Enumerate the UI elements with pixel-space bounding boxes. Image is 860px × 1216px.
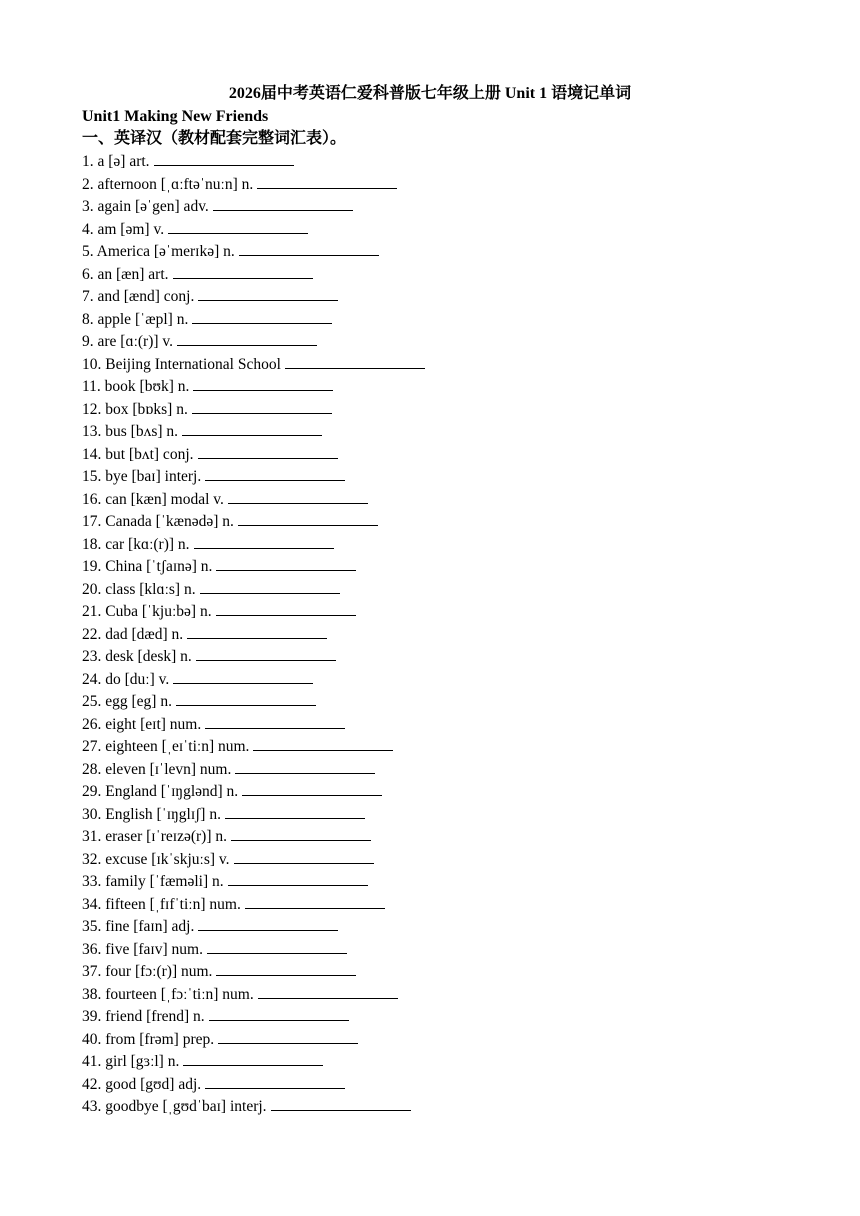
vocab-item-text: 2. afternoon [ˌɑːftəˈnuːn] n. [82,175,254,193]
vocab-item-text: 37. four [fɔː(r)] num. [82,963,213,980]
vocab-item [82,984,802,1007]
vocab-item [82,376,802,399]
answer-blank[interactable] [192,309,332,324]
vocab-item [82,1029,802,1052]
vocab-item-text: 12. box [bɒks] n. [82,400,188,418]
vocab-item-text: 36. five [faɪv] num. [82,940,203,958]
vocab-item-text: 21. Cuba [ˈkjuːbə] n. [82,603,212,620]
vocab-item [82,714,802,737]
vocab-item [82,1006,802,1029]
vocab-item-text: 43. goodbye [ˌgʊdˈbaɪ] interj. [82,1098,267,1115]
vocab-item [82,961,802,984]
vocab-item [82,736,802,759]
vocab-item-text: 1. a [ə] art. [82,153,150,170]
vocab-item-text: 25. egg [eg] n. [82,693,172,710]
vocab-item [82,646,802,669]
vocab-item-text: 11. book [bʊk] n. [82,378,190,395]
vocab-item [82,399,802,422]
answer-blank[interactable] [239,241,379,256]
vocab-item-text: 19. China [ˈtʃaɪnə] n. [82,558,213,575]
answer-blank[interactable] [187,624,327,639]
vocab-item [82,1051,802,1074]
vocab-item-text: 13. bus [bʌs] n. [82,423,179,440]
vocab-item [82,669,802,692]
vocab-item [82,444,802,467]
answer-blank[interactable] [194,534,334,549]
answer-blank[interactable] [205,1074,345,1089]
vocab-item-text: 6. an [æn] art. [82,265,169,283]
answer-blank[interactable] [285,354,425,369]
answer-blank[interactable] [258,984,398,999]
vocab-item [82,826,802,849]
vocab-item-text: 42. good [gʊd] adj. [82,1075,202,1093]
vocab-item [82,871,802,894]
vocab-item [82,804,802,827]
vocab-item [82,354,802,377]
vocab-item-text: 30. English [ˈɪŋglɪʃ] n. [82,805,221,823]
vocab-item [82,174,802,197]
answer-blank[interactable] [205,714,345,729]
answer-blank[interactable] [182,421,322,436]
vocab-item [82,781,802,804]
vocab-item [82,1096,802,1119]
vocab-item [82,264,802,287]
vocab-item-text: 20. class [klɑːs] n. [82,580,196,598]
answer-blank[interactable] [192,399,332,414]
vocab-item [82,421,802,444]
vocab-item-text: 34. fifteen [ˌfɪfˈtiːn] num. [82,895,241,913]
vocabulary-list [82,151,802,1119]
vocab-item [82,691,802,714]
answer-blank[interactable] [242,781,382,796]
vocab-item-text: 35. fine [faɪn] adj. [82,918,195,935]
answer-blank[interactable] [198,916,338,931]
answer-blank[interactable] [216,556,356,571]
vocab-item-text: 9. are [ɑː(r)] v. [82,333,174,350]
vocab-item [82,534,802,557]
answer-blank[interactable] [183,1051,323,1066]
answer-blank[interactable] [198,286,338,301]
vocab-item-text: 41. girl [gɜːl] n. [82,1053,180,1070]
vocab-item-text: 14. but [bʌt] conj. [82,445,194,463]
vocab-item [82,601,802,624]
answer-blank[interactable] [173,669,313,684]
vocab-item [82,219,802,242]
vocab-item-text: 17. Canada [ˈkænədə] n. [82,513,234,530]
vocab-item [82,1074,802,1097]
vocab-item [82,894,802,917]
vocab-item-text: 10. Beijing International School [82,355,281,373]
vocab-item-text: 22. dad [dæd] n. [82,625,184,643]
vocab-item [82,759,802,782]
answer-blank[interactable] [228,871,368,886]
answer-blank[interactable] [271,1096,411,1111]
answer-blank[interactable] [216,961,356,976]
vocab-item-text: 28. eleven [ɪˈlevn] num. [82,760,232,778]
vocab-item [82,466,802,489]
answer-blank[interactable] [209,1006,349,1021]
answer-blank[interactable] [168,219,308,234]
answer-blank[interactable] [207,939,347,954]
vocab-item-text: 33. family [ˈfæməli] n. [82,873,224,890]
vocab-item [82,489,802,512]
vocab-item-text: 23. desk [desk] n. [82,648,192,665]
vocab-item [82,511,802,534]
vocab-item [82,916,802,939]
answer-blank[interactable] [205,466,345,481]
vocab-item-text: 39. friend [frend] n. [82,1008,205,1025]
vocab-item-text: 31. eraser [ɪˈreɪzə(r)] n. [82,828,228,845]
vocab-item-text: 15. bye [baɪ] interj. [82,468,202,485]
answer-blank[interactable] [196,646,336,661]
section-heading: 一、英译汉（教材配套完整词汇表）。 [82,130,347,147]
vocab-item-text: 5. America [əˈmerɪkə] n. [82,243,235,260]
answer-blank[interactable] [225,804,365,819]
vocab-item [82,331,802,354]
vocab-item-text: 18. car [kɑː(r)] n. [82,535,190,553]
answer-blank[interactable] [218,1029,358,1044]
vocab-item-text: 40. from [frəm] prep. [82,1030,215,1048]
vocab-item [82,151,802,174]
answer-blank[interactable] [193,376,333,391]
vocab-item-text: 38. fourteen [ˌfɔːˈtiːn] num. [82,985,254,1003]
answer-blank[interactable] [198,444,338,459]
vocab-item-text: 27. eighteen [ˌeɪˈtiːn] num. [82,738,250,755]
answer-blank[interactable] [235,759,375,774]
answer-blank[interactable] [176,691,316,706]
vocab-item-text: 32. excuse [ɪkˈskjuːs] v. [82,850,230,868]
answer-blank[interactable] [245,894,385,909]
vocab-item-text: 8. apple [ˈæpl] n. [82,310,189,328]
answer-blank[interactable] [216,601,356,616]
vocab-item-text: 24. do [duː] v. [82,670,170,688]
answer-blank[interactable] [238,511,378,526]
answer-blank[interactable] [200,579,340,594]
answer-blank[interactable] [231,826,371,841]
answer-blank[interactable] [213,196,353,211]
vocab-item [82,939,802,962]
vocab-item [82,241,802,264]
vocab-item [82,624,802,647]
vocab-item-text: 29. England [ˈɪŋglənd] n. [82,783,239,800]
answer-blank[interactable] [234,849,374,864]
vocab-item [82,579,802,602]
unit-subtitle: Unit1 Making New Friends [82,108,269,125]
answer-blank[interactable] [154,151,294,166]
vocab-item-text: 4. am [əm] v. [82,220,165,238]
answer-blank[interactable] [177,331,317,346]
vocab-item [82,309,802,332]
vocab-item-text: 16. can [kæn] modal v. [82,490,224,508]
vocab-item-text: 3. again [əˈgen] adv. [82,198,209,215]
vocab-item-text: 7. and [ænd] conj. [82,288,195,305]
answer-blank[interactable] [173,264,313,279]
answer-blank[interactable] [253,736,393,751]
vocab-item-text: 26. eight [eɪt] num. [82,715,202,733]
vocab-item [82,286,802,309]
vocab-item [82,196,802,219]
vocab-item [82,849,802,872]
answer-blank[interactable] [228,489,368,504]
answer-blank[interactable] [257,174,397,189]
vocab-item [82,556,802,579]
document-title: 2026届中考英语仁爱科普版七年级上册 Unit 1 语境记单词 [228,85,632,102]
